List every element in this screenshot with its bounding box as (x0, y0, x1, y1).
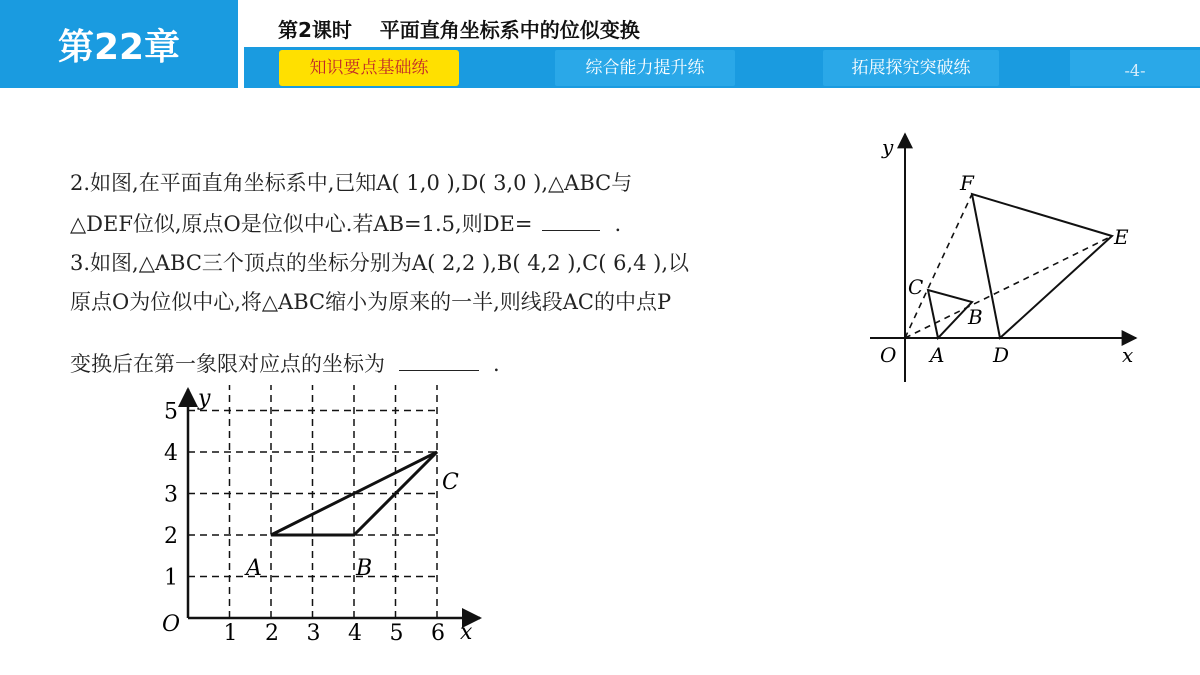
problem-3-period: . (493, 352, 500, 376)
tab-comprehensive-practice[interactable]: 综合能力提升练 (555, 50, 735, 86)
chapter-label: 第22章 (0, 0, 238, 88)
label-c: C (908, 275, 924, 299)
figure-similar-triangles (860, 130, 1150, 390)
label-d: D (993, 343, 1010, 367)
triangle-abc (928, 290, 972, 338)
x-tick-label: 6 (431, 621, 445, 646)
label-o: O (880, 343, 897, 367)
label-x: x (1122, 343, 1134, 367)
x-tick-label: 4 (348, 621, 362, 646)
problem-3-line-3 (70, 338, 500, 381)
problem-2-period: . (614, 212, 622, 236)
problem-3-line-1: 3.如图,△ABC三个顶点的坐标分别为A( 2,2 ),B( 4,2 ),C( 6,4 ),以 (70, 251, 690, 275)
label-a: A (930, 343, 945, 367)
y-tick-label: 5 (164, 399, 178, 425)
label-x: x (460, 620, 473, 645)
problem-3-line-2: 原点O为位似中心,将△ABC缩小为原来的一半,则线段AC的中点P (70, 290, 672, 314)
y-tick-label: 2 (164, 524, 178, 549)
x-tick-label: 2 (265, 621, 279, 646)
tab-extension-practice[interactable]: 拓展探究突破练 (823, 50, 999, 86)
label-b: B (968, 305, 983, 329)
label-e: E (1114, 225, 1129, 249)
triangle-def (972, 194, 1112, 338)
y-tick-label: 1 (164, 565, 178, 591)
x-tick-label: 3 (306, 621, 321, 646)
problem-3-text: 变换后在第一象限对应点的坐标为 (70, 352, 385, 376)
x-tick-label: 5 (389, 621, 404, 646)
dashed-line-of (905, 194, 972, 338)
triangle-abc (271, 452, 437, 535)
problem-2-text: △DEF位似,原点O是位似中心.若AB=1.5,则DE= (70, 212, 533, 236)
answer-blank-p[interactable] (399, 338, 479, 371)
y-tick-label: 3 (164, 482, 178, 508)
answer-blank-de[interactable] (542, 208, 600, 231)
label-f: F (960, 171, 974, 195)
page-number: -4- (1070, 50, 1200, 86)
problem-2-line-2 (70, 207, 621, 241)
label-y: y (198, 386, 211, 411)
lesson-title: 第2课时 平面直角坐标系中的位似变换 (278, 18, 640, 42)
tick-labels (164, 385, 445, 646)
tab-basic-practice[interactable]: 知识要点基础练 (279, 50, 459, 86)
y-tick-label: 4 (164, 441, 178, 466)
label-a: A (246, 556, 262, 581)
dashed-line-oe (905, 236, 1112, 338)
label-y: y (882, 135, 894, 159)
label-b: B (356, 556, 373, 581)
dashed-grid (188, 385, 437, 618)
label-c: C (442, 470, 459, 495)
figure-grid-triangle (150, 385, 490, 650)
label-o: O (162, 612, 181, 637)
x-tick-label: 1 (223, 621, 238, 646)
problem-2-line-1: 2.如图,在平面直角坐标系中,已知A( 1,0 ),D( 3,0 ),△ABC与 (70, 171, 633, 195)
